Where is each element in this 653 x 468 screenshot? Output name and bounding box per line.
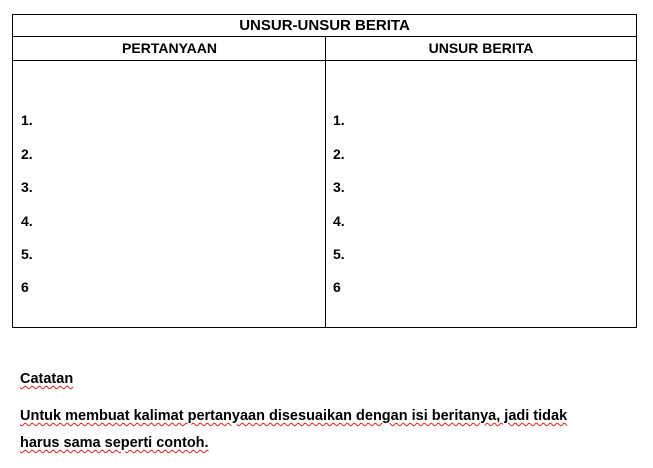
list-item-number: 1. bbox=[21, 112, 33, 128]
notes-line-2: harus sama seperti contoh. bbox=[20, 435, 209, 451]
list-item-number: 4. bbox=[21, 213, 33, 229]
header-pertanyaan: PERTANYAAN bbox=[122, 40, 217, 56]
list-item-number: 6 bbox=[333, 279, 341, 295]
list-item-number: 2. bbox=[333, 146, 345, 162]
list-item-number: 2. bbox=[21, 146, 33, 162]
list-item-number: 4. bbox=[333, 213, 345, 229]
list-item-number: 5. bbox=[333, 246, 345, 262]
pertanyaan-column bbox=[21, 61, 317, 327]
notes-title: Catatan bbox=[20, 371, 74, 387]
unsur-berita-column bbox=[333, 61, 629, 327]
news-elements-table bbox=[12, 14, 637, 328]
list-item-number: 3. bbox=[21, 179, 33, 195]
list-item-number: 5. bbox=[21, 246, 33, 262]
notes-line-1: Untuk membuat kalimat pertanyaan disesuaikan dengan isi beritanya, jadi tidak bbox=[20, 408, 568, 424]
header-unsur-berita: UNSUR BERITA bbox=[428, 40, 534, 56]
list-item-number: 6 bbox=[21, 279, 29, 295]
list-item-number: 1. bbox=[333, 112, 345, 128]
table-title: UNSUR-UNSUR BERITA bbox=[13, 15, 636, 37]
column-divider bbox=[325, 37, 326, 327]
list-item-number: 3. bbox=[333, 179, 345, 195]
